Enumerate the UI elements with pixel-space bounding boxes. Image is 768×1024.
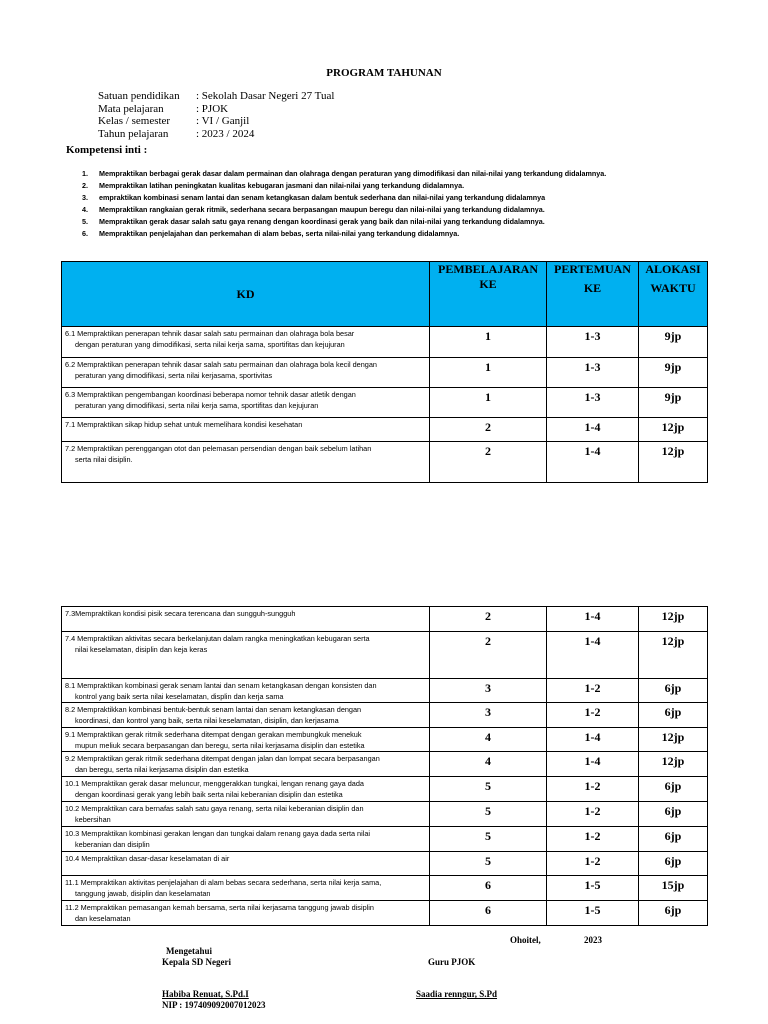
pertemuan-cell: 1-2 bbox=[547, 802, 639, 827]
kd-cell bbox=[62, 901, 430, 926]
kd-line-2: peraturan yang dimodifikasi, serta nilai kerjasama, sportivitas bbox=[75, 371, 273, 380]
alokasi-cell: 6jp bbox=[639, 777, 708, 802]
kd-line-1: 6.3 Mempraktikan pengembangan koordinasi beberapa nomor tehnik dasar atletik dengan bbox=[65, 390, 356, 399]
info-label: Kelas / semester bbox=[98, 115, 171, 127]
pembelajaran-cell: 1 bbox=[430, 327, 547, 358]
kd-line-1: 10.2 Mempraktikan cara bernafas salah satu gaya renang, serta nilai keberanian disiplin dan bbox=[65, 804, 364, 813]
kd-line-2: tanggung jawab, disiplin dan keselamatan bbox=[75, 889, 211, 898]
kd-cell bbox=[62, 752, 430, 777]
table-row bbox=[62, 827, 708, 852]
ki-number: 2. bbox=[82, 181, 88, 190]
table-row bbox=[62, 327, 708, 358]
pertemuan-cell: 1-5 bbox=[547, 876, 639, 901]
table-row bbox=[62, 777, 708, 802]
kd-line-1: 7.4 Mempraktikan aktivitas secara berkelanjutan dalam rangka meningkatkan kebugaran serta bbox=[65, 634, 370, 643]
pembelajaran-cell: 5 bbox=[430, 827, 547, 852]
pembelajaran-cell: 5 bbox=[430, 852, 547, 876]
guru-title: Guru PJOK bbox=[428, 957, 476, 967]
kd-line-1: 10.4 Mempraktikan dasar-dasar keselamatan di air bbox=[65, 854, 230, 863]
pertemuan-cell: 1-4 bbox=[547, 418, 639, 442]
ki-item bbox=[82, 216, 722, 228]
header-alokasi-line2: WAKTU bbox=[650, 281, 696, 295]
pertemuan-cell: 1-4 bbox=[547, 632, 639, 679]
info-row-mapel bbox=[98, 103, 334, 116]
alokasi-cell: 12jp bbox=[639, 728, 708, 752]
kd-line-1: 7.2 Mempraktikan perenggangan otot dan pelemasan persendian dengan baik sebelum latihan bbox=[65, 444, 372, 453]
alokasi-cell: 12jp bbox=[639, 442, 708, 483]
alokasi-cell: 6jp bbox=[639, 703, 708, 728]
kd-line-2: kontrol yang baik serta nilai keselamatan, displin dan kerja sama bbox=[75, 692, 284, 701]
kd-line-1: 10.1 Mempraktikan gerak dasar meluncur, menggerakkan tungkai, lengan renang gaya dada bbox=[65, 779, 364, 788]
pembelajaran-cell: 1 bbox=[430, 388, 547, 418]
pembelajaran-cell: 5 bbox=[430, 777, 547, 802]
pertemuan-cell: 1-3 bbox=[547, 388, 639, 418]
info-label: Satuan pendidikan bbox=[98, 90, 180, 102]
header-alokasi bbox=[639, 262, 708, 327]
kd-line-1: 6.1 Mempraktikan penerapan tehnik dasar salah satu permainan dan olahraga bola besar bbox=[65, 329, 355, 338]
pembelajaran-cell: 6 bbox=[430, 901, 547, 926]
kepala-name: Habiba Renuat, S.Pd.I bbox=[162, 989, 249, 999]
kd-cell bbox=[62, 632, 430, 679]
pembelajaran-cell: 4 bbox=[430, 728, 547, 752]
ki-item bbox=[82, 168, 722, 180]
kd-line-2: kebersihan bbox=[75, 815, 111, 824]
pertemuan-cell: 1-2 bbox=[547, 679, 639, 703]
ki-number: 3. bbox=[82, 193, 88, 202]
pertemuan-cell: 1-2 bbox=[547, 703, 639, 728]
alokasi-cell: 6jp bbox=[639, 679, 708, 703]
table-row bbox=[62, 418, 708, 442]
table-row bbox=[62, 728, 708, 752]
ki-text: Mempraktikan penjelajahan dan perkemahan di alam bebas, serta nilai-nilai yang terkandung didalamnya. bbox=[99, 229, 460, 238]
ki-item bbox=[82, 228, 722, 240]
info-row-kelas bbox=[98, 115, 334, 128]
kd-line-2: koordinasi, dan kontrol yang baik, serta nilai keselamatan, disiplin, dan kerjasama bbox=[75, 716, 339, 725]
kd-cell bbox=[62, 852, 430, 876]
kompetensi-inti-list bbox=[82, 168, 722, 240]
pertemuan-cell: 1-5 bbox=[547, 901, 639, 926]
kd-line-2: dengan peraturan yang dimodifikasi, serta nilai kerja sama, sportifitas dan kejujuran bbox=[75, 340, 345, 349]
table-row bbox=[62, 442, 708, 483]
table-row bbox=[62, 358, 708, 388]
header-pertemuan-line1: PERTEMUAN bbox=[554, 262, 631, 276]
alokasi-cell: 15jp bbox=[639, 876, 708, 901]
alokasi-cell: 9jp bbox=[639, 388, 708, 418]
kd-line-2: dan keselamatan bbox=[75, 914, 131, 923]
signature-place: Ohoitel, bbox=[510, 935, 541, 945]
kompetensi-inti-heading: Kompetensi inti : bbox=[66, 144, 148, 156]
pertemuan-cell: 1-2 bbox=[547, 852, 639, 876]
kd-cell bbox=[62, 388, 430, 418]
header-pertemuan bbox=[547, 262, 639, 327]
alokasi-cell: 12jp bbox=[639, 607, 708, 632]
alokasi-cell: 6jp bbox=[639, 852, 708, 876]
ki-text: empraktikan kombinasi senam lantai dan senam ketangkasan dalam bentuk sederhana dan nilai-nilai yang terkandung didalamnya bbox=[99, 193, 546, 202]
kd-cell bbox=[62, 327, 430, 358]
kd-cell bbox=[62, 607, 430, 632]
table-row bbox=[62, 703, 708, 728]
ki-item bbox=[82, 204, 722, 216]
alokasi-cell: 6jp bbox=[639, 802, 708, 827]
kd-cell bbox=[62, 777, 430, 802]
info-row-satuan bbox=[98, 90, 334, 103]
table-row bbox=[62, 632, 708, 679]
pertemuan-cell: 1-3 bbox=[547, 327, 639, 358]
kd-cell bbox=[62, 802, 430, 827]
pembelajaran-cell: 6 bbox=[430, 876, 547, 901]
identity-block bbox=[98, 90, 334, 140]
program-table-part-1 bbox=[61, 261, 708, 483]
pembelajaran-cell: 1 bbox=[430, 358, 547, 388]
kd-line-2: dengan koordinasi gerak yang lebih baik serta nilai keberanian disiplin dan estetika bbox=[75, 790, 343, 799]
alokasi-cell: 6jp bbox=[639, 827, 708, 852]
table-row bbox=[62, 876, 708, 901]
ki-text: Mempraktikan gerak dasar salah satu gaya renang dengan koordinasi gerak yang baik dan nilai-nilai yang terkandung didalamnya. bbox=[99, 217, 545, 226]
kd-line-2: mupun meliuk secara berpasangan dan beregu, serta nilai kerjasama disiplin dan estetika bbox=[75, 741, 365, 750]
info-value: : Sekolah Dasar Negeri 27 Tual bbox=[196, 90, 335, 102]
kd-cell bbox=[62, 358, 430, 388]
kd-line-1: 7.1 Mempraktikan sikap hidup sehat untuk memelihara kondisi kesehatan bbox=[65, 420, 303, 429]
kd-line-1: 6.2 Mempraktikan penerapan tehnik dasar salah satu permainan dan olahraga bola kecil dengan bbox=[65, 360, 377, 369]
table-header-row bbox=[62, 262, 708, 327]
kd-line-1: 11.1 Mempraktikan aktivitas penjelajahan di alam bebas secara sederhana, serta nilai kerja sama, bbox=[65, 878, 382, 887]
kd-cell bbox=[62, 418, 430, 442]
kd-line-2: dan beregu, serta nilai kerjasama disiplin dan estetika bbox=[75, 765, 249, 774]
kd-line-2: serta nilai disiplin. bbox=[75, 455, 133, 464]
pertemuan-cell: 1-4 bbox=[547, 442, 639, 483]
pertemuan-cell: 1-4 bbox=[547, 607, 639, 632]
kd-cell bbox=[62, 679, 430, 703]
ki-number: 6. bbox=[82, 229, 88, 238]
table-row bbox=[62, 901, 708, 926]
ki-item bbox=[82, 180, 722, 192]
header-kd: KD bbox=[62, 262, 430, 327]
ki-number: 4. bbox=[82, 205, 88, 214]
guru-name: Saadia renngur, S.Pd bbox=[416, 989, 498, 999]
alokasi-cell: 12jp bbox=[639, 632, 708, 679]
alokasi-cell: 9jp bbox=[639, 327, 708, 358]
info-label: Mata pelajaran bbox=[98, 102, 164, 115]
info-value: : 2023 / 2024 bbox=[196, 127, 255, 140]
document-title: PROGRAM TAHUNAN bbox=[326, 67, 442, 79]
kd-line-1: 8.2 Mempraktikkan kombinasi bentuk-bentuk senam lantai dan senam ketangkasan dengan bbox=[65, 705, 362, 714]
pembelajaran-cell: 2 bbox=[430, 632, 547, 679]
kd-line-2: peraturan yang dimodifikasi, serta nilai kerja sama, sportifitas dan kejujuran bbox=[75, 401, 319, 410]
signature-year: 2023 bbox=[584, 935, 602, 945]
kepala-nip: NIP : 197409092007012023 bbox=[162, 1000, 266, 1010]
pembelajaran-cell: 2 bbox=[430, 442, 547, 483]
kd-cell bbox=[62, 876, 430, 901]
kepala-title: Kepala SD Negeri bbox=[162, 957, 231, 967]
table-row bbox=[62, 607, 708, 632]
kd-cell bbox=[62, 703, 430, 728]
ki-text: Mempraktikan berbagai gerak dasar dalam permainan dan olahraga dengan peraturan yang dimodifikasi dan nilai-nilai yang terkandung didalamnya. bbox=[99, 169, 607, 178]
kd-line-1: 9.2 Mempraktikan gerak ritmik sederhana ditempat dengan jalan dan lompat secara berpasangan bbox=[65, 754, 380, 763]
kd-cell bbox=[62, 728, 430, 752]
pertemuan-cell: 1-3 bbox=[547, 358, 639, 388]
alokasi-cell: 12jp bbox=[639, 418, 708, 442]
kd-line-1: 7.3Mempraktikan kondisi pisik secara terencana dan sungguh-sungguh bbox=[65, 609, 296, 618]
pertemuan-cell: 1-4 bbox=[547, 752, 639, 777]
ki-number: 5. bbox=[82, 217, 88, 226]
info-label: Tahun pelajaran bbox=[98, 127, 169, 140]
ki-text: Mempraktikan latihan peningkatan kualitas kebugaran jasmani dan nilai-nilai yang terkandung didalamnya. bbox=[99, 181, 465, 190]
program-table-part-2 bbox=[61, 606, 708, 926]
table-row bbox=[62, 679, 708, 703]
kd-line-2: keberanian dan disiplin bbox=[75, 840, 150, 849]
ki-text: Mempraktikan rangkaian gerak ritmik, sederhana secara berpasangan maupun beregu dan nilai-nilai yang terkandung didalamnya. bbox=[99, 205, 545, 214]
alokasi-cell: 6jp bbox=[639, 901, 708, 926]
info-value: : VI / Ganjil bbox=[196, 115, 250, 127]
kd-cell bbox=[62, 827, 430, 852]
mengetahui-label: Mengetahui bbox=[166, 946, 212, 956]
header-pembelajaran: PEMBELAJARAN KE bbox=[430, 262, 547, 327]
pertemuan-cell: 1-2 bbox=[547, 827, 639, 852]
pertemuan-cell: 1-2 bbox=[547, 777, 639, 802]
header-pertemuan-line2: KE bbox=[583, 281, 602, 295]
alokasi-cell: 12jp bbox=[639, 752, 708, 777]
kd-line-2: nilai keselamatan, disiplin dan keja keras bbox=[75, 645, 208, 654]
kd-line-1: 10.3 Mempraktikan kombinasi gerakan lengan dan tungkai dalam renang gaya dada serta nilai bbox=[65, 829, 371, 838]
table-row bbox=[62, 852, 708, 876]
kd-line-1: 11.2 Mempraktikan pemasangan kemah bersama, serta nilai kerjasama tanggung jawab disiplin bbox=[65, 903, 374, 912]
kd-cell bbox=[62, 442, 430, 483]
pertemuan-cell: 1-4 bbox=[547, 728, 639, 752]
kd-line-1: 8.1 Mempraktikan kombinasi gerak senam lantai dan senam ketangkasan dengan konsisten dan bbox=[65, 681, 377, 690]
pembelajaran-cell: 2 bbox=[430, 607, 547, 632]
alokasi-cell: 9jp bbox=[639, 358, 708, 388]
table-row bbox=[62, 802, 708, 827]
table-row bbox=[62, 752, 708, 777]
pembelajaran-cell: 4 bbox=[430, 752, 547, 777]
info-value: : PJOK bbox=[196, 102, 229, 115]
table-row bbox=[62, 388, 708, 418]
pembelajaran-cell: 3 bbox=[430, 679, 547, 703]
ki-item bbox=[82, 192, 722, 204]
pembelajaran-cell: 3 bbox=[430, 703, 547, 728]
pembelajaran-cell: 2 bbox=[430, 418, 547, 442]
kd-line-1: 9.1 Mempraktikan gerak ritmik sederhana ditempat dengan gerakan membungkuk menekuk bbox=[65, 730, 362, 739]
info-row-tahun bbox=[98, 128, 334, 141]
ki-number: 1. bbox=[82, 169, 88, 178]
pembelajaran-cell: 5 bbox=[430, 802, 547, 827]
header-alokasi-line1: ALOKASI bbox=[645, 262, 701, 276]
